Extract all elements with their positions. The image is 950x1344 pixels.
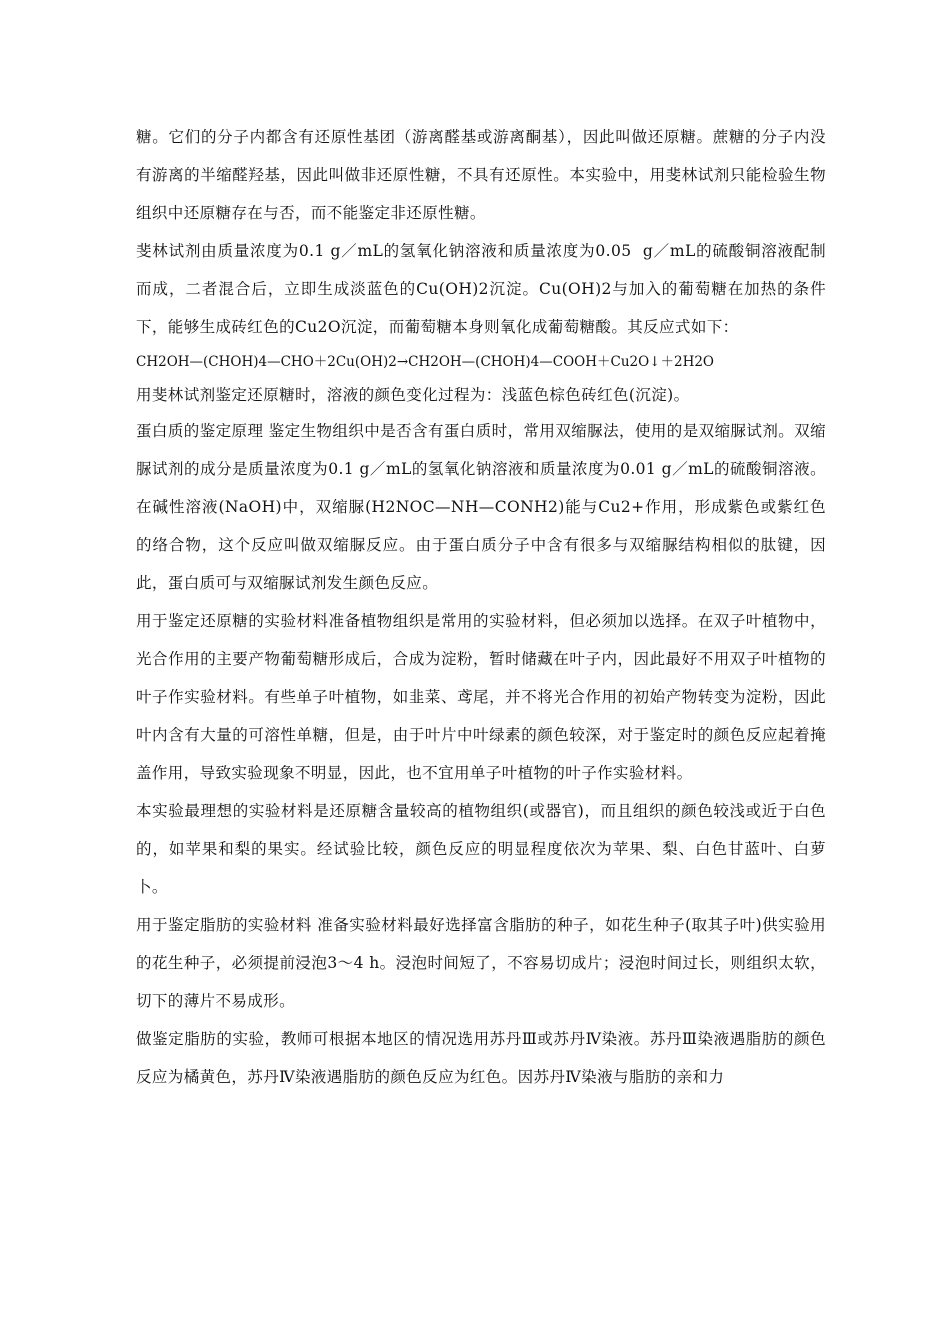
paragraph-fehling-reagent: 斐林试剂由质量浓度为0.1 g／mL的氢氧化钠溶液和质量浓度为0.05 g／mL的硫酸铜溶液配制而成，二者混合后，立即生成淡蓝色的Cu(OH)2沉淀。Cu(OH)2与加入的葡萄糖在加热的条件下，能够生成砖红色的Cu2O沉淀，而葡萄糖本身则氧化成葡萄糖酸。其反应式如下： bbox=[136, 242, 826, 336]
paragraph-sugar-materials: 用于鉴定还原糖的实验材料准备植物组织是常用的实验材料，但必须加以选择。在双子叶植物中，光合作用的主要产物葡萄糖形成后，合成为淀粉，暂时储藏在叶子内，因此最好不用双子叶植物的叶子作实验材料。有些单子叶植物，如韭菜、鸢尾，并不将光合作用的初始产物转变为淀粉，因此叶内含有大量的可溶性单糖，但是，由于叶片中叶绿素的颜色较深，对于鉴定时的颜色反应起着掩盖作用，导致实验现象不明显，因此，也不宜用单子叶植物的叶子作实验材料。 bbox=[136, 612, 826, 782]
paragraph-color-change: 用斐林试剂鉴定还原糖时，溶液的颜色变化过程为：浅蓝色棕色砖红色(沉淀)。 bbox=[136, 386, 690, 404]
paragraph-fat-materials: 用于鉴定脂肪的实验材料 准备实验材料最好选择富含脂肪的种子，如花生种子(取其子叶)供实验用的花生种子，必须提前浸泡3～4 h。浸泡时间短了，不容易切成片；浸泡时间过长，则组织太软，切下的薄片不易成形。 bbox=[136, 916, 826, 1010]
document-page bbox=[136, 118, 826, 1096]
paragraph-ideal-materials: 本实验最理想的实验材料是还原糖含量较高的植物组织(或器官)，而且组织的颜色较浅或近于白色的，如苹果和梨的果实。经试验比较，颜色反应的明显程度依次为苹果、梨、白色甘蓝叶、白萝卜。 bbox=[136, 802, 826, 896]
paragraph-sudan-stain: 做鉴定脂肪的实验，教师可根据本地区的情况选用苏丹Ⅲ或苏丹Ⅳ染液。苏丹Ⅲ染液遇脂肪的颜色反应为橘黄色，苏丹Ⅳ染液遇脂肪的颜色反应为红色。因苏丹Ⅳ染液与脂肪的亲和力 bbox=[136, 1030, 826, 1086]
reaction-equation: CH2OH—(CHOH)4—CHO＋2Cu(OH)2→CH2OH—(CHOH)4—COOH＋Cu2O↓＋2H2O bbox=[136, 354, 715, 370]
paragraph-reducing-sugar-definition: 糖。它们的分子内都含有还原性基团（游离醛基或游离酮基），因此叫做还原糖。蔗糖的分子内没有游离的半缩醛羟基，因此叫做非还原性糖，不具有还原性。本实验中，用斐林试剂只能检验生物组织中还原糖存在与否，而不能鉴定非还原性糖。 bbox=[136, 128, 826, 222]
paragraph-protein-principle: 蛋白质的鉴定原理 鉴定生物组织中是否含有蛋白质时，常用双缩脲法，使用的是双缩脲试剂。双缩脲试剂的成分是质量浓度为0.1 g／mL的氢氧化钠溶液和质量浓度为0.01 g／mL的硫酸铜溶液。在碱性溶液(NaOH)中，双缩脲(H2NOC—NH—CONH2)能与Cu2+作用，形成紫色或紫红色的络合物，这个反应叫做双缩脲反应。由于蛋白质分子中含有很多与双缩脲结构相似的肽键，因此，蛋白质可与双缩脲试剂发生颜色反应。 bbox=[136, 422, 826, 592]
